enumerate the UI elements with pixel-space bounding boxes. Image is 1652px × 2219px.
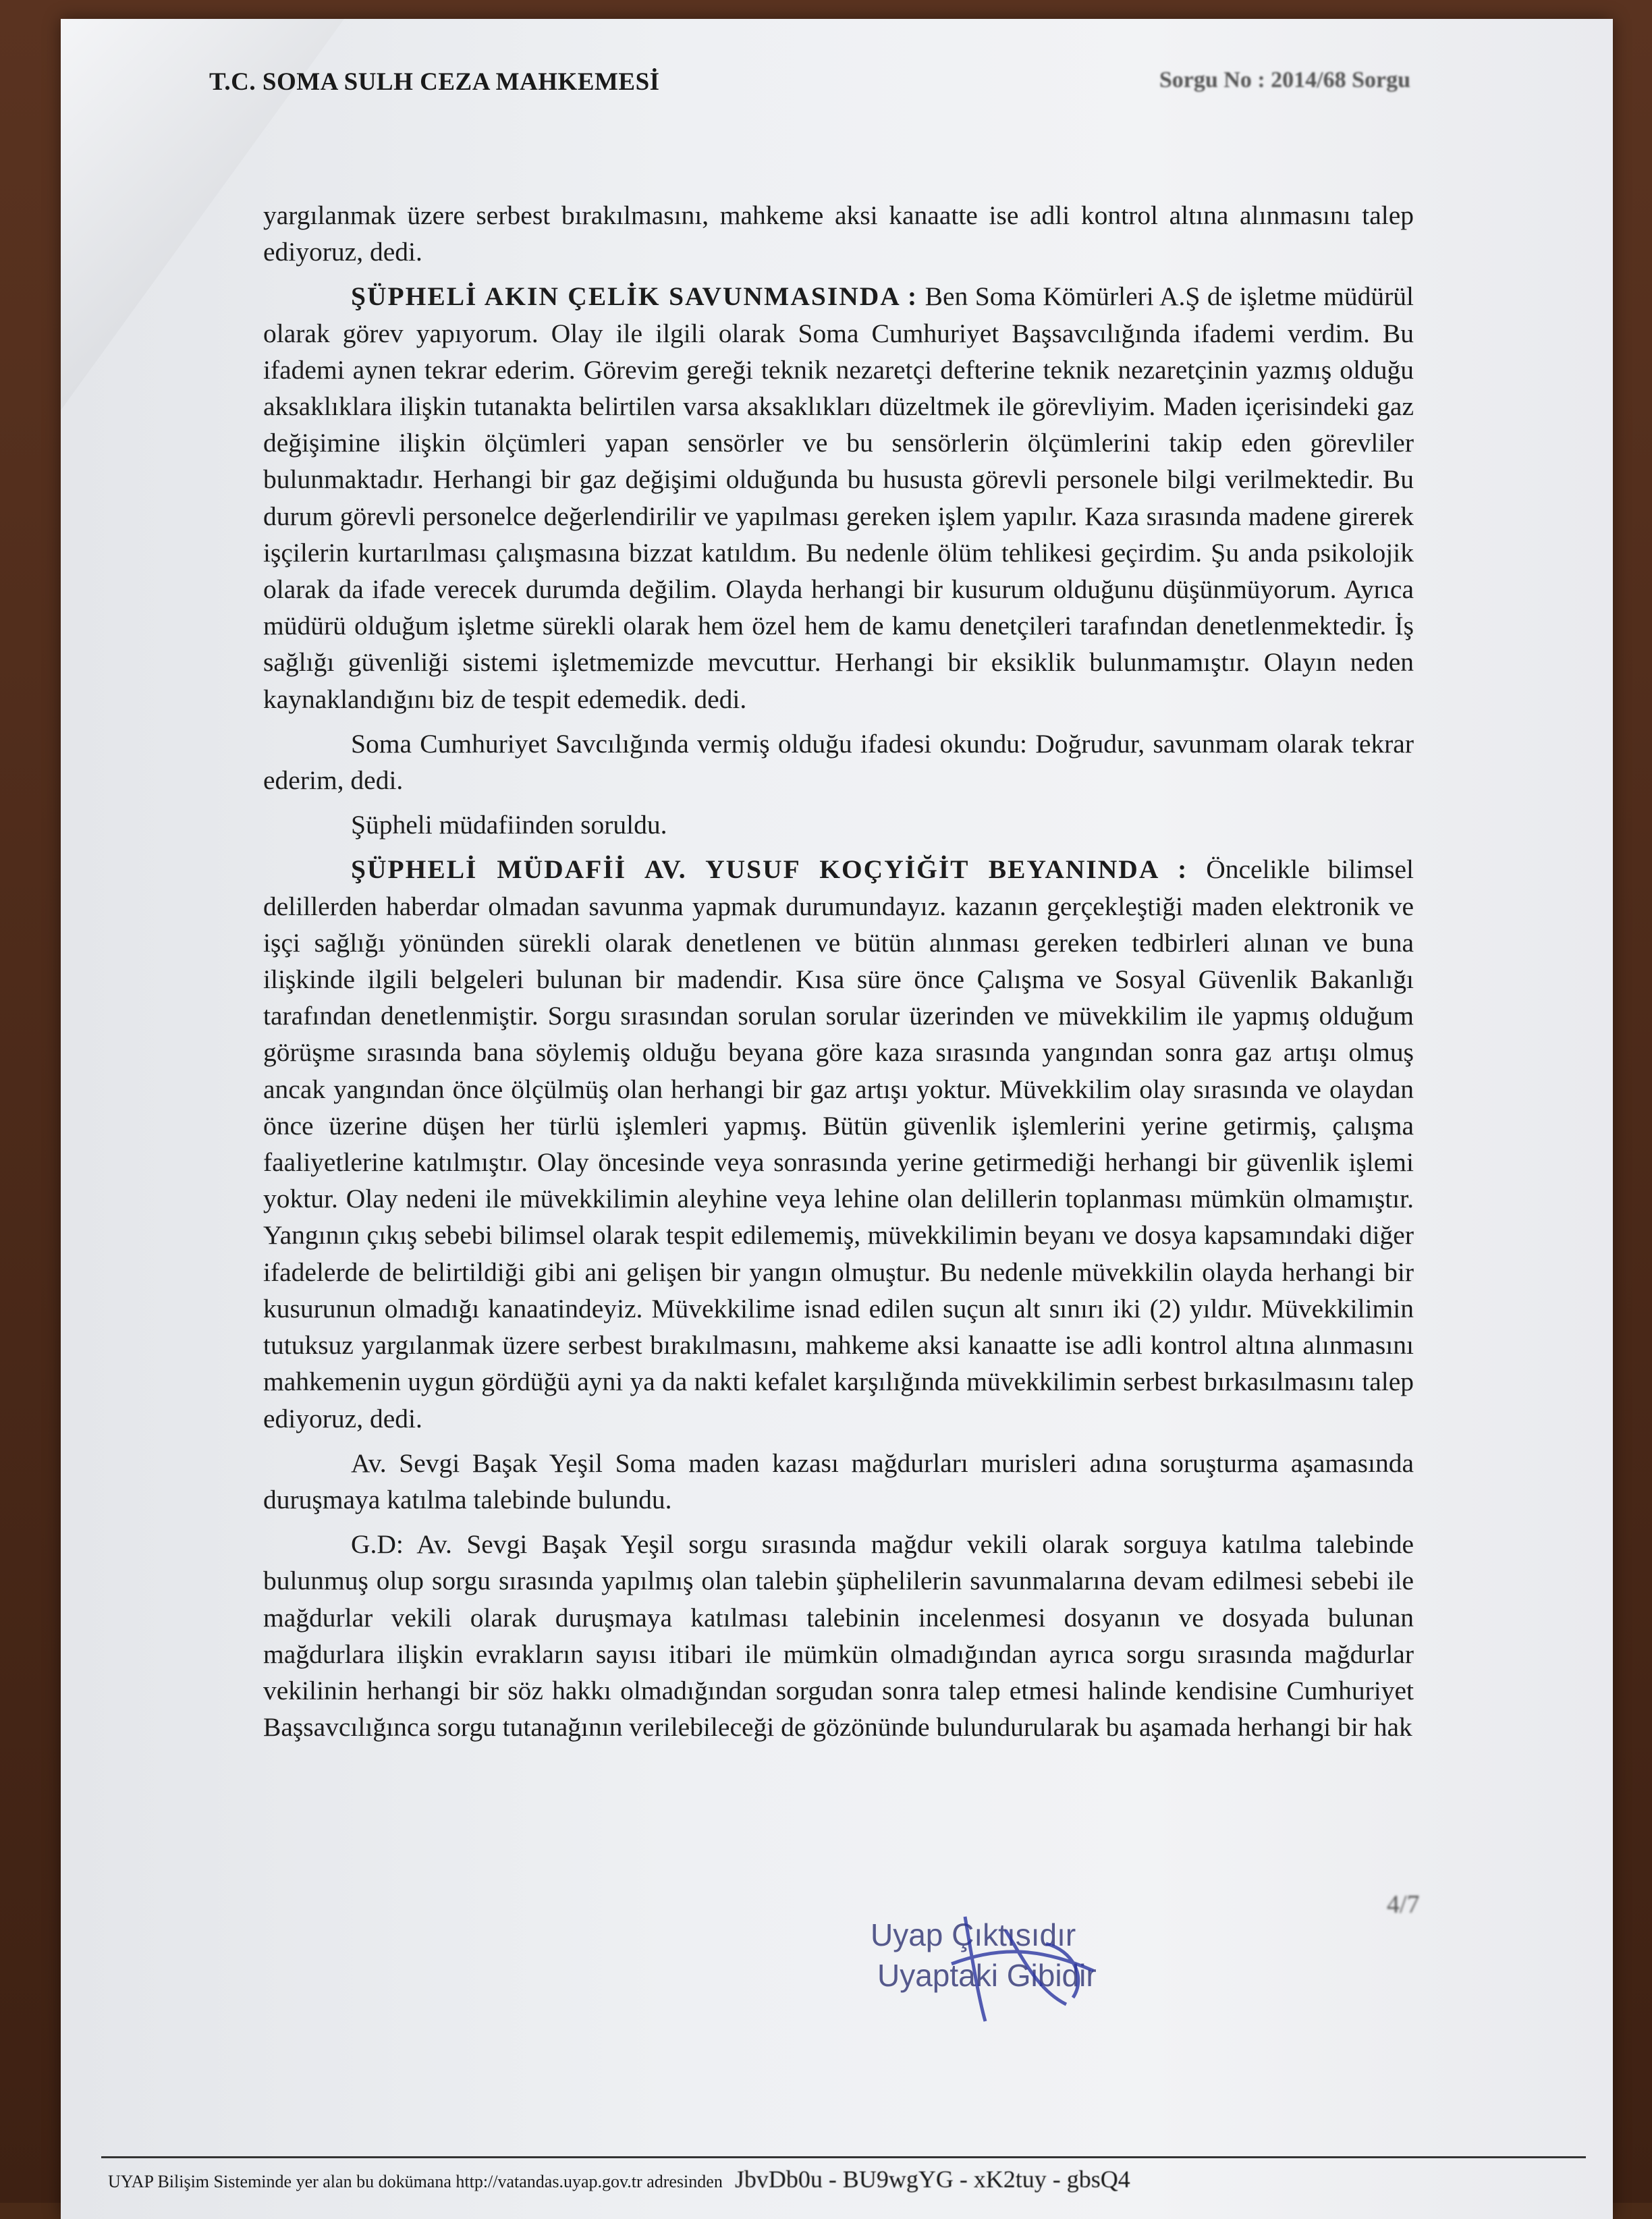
paragraph-lead: ŞÜPHELİ AKIN ÇELİK SAVUNMASINDA : xyxy=(351,281,918,312)
document-header xyxy=(209,67,1410,108)
query-number: Sorgu No : 2014/68 Sorgu xyxy=(1159,67,1410,92)
paragraph-3: Soma Cumhuriyet Savcılığında vermiş olduğu ifadesi okundu: Doğrudur, savunmam olarak tekrar ederim, dedi. xyxy=(263,728,1414,796)
uyap-stamp xyxy=(871,1903,1154,2025)
paragraph-6: Av. Sevgi Başak Yeşil Soma maden kazası mağdurları murisleri adına soruşturma aşamasında duruşmaya katılma talebinde bulundu. xyxy=(263,1448,1414,1514)
document-body xyxy=(263,197,1414,1745)
paragraph-5-defense-statement: ŞÜPHELİ MÜDAFİİ AV. YUSUF KOÇYİĞİT BEYANINDA : Öncelikle bilimsel delillerden haberdar olmadan savunma yapmak durumundayız. kazanın gerçekleştiği maden elektronik ve işçi sağlığı yönünden sürekli olarak denetlenen ve bütün alınması gereken tedbirleri alınan ve buna ilişkinde ilgili belgeleri bulunan bir madendir. Kısa süre önce Çalışma ve Sosyal Güvenlik Bakanlığı tarafından denetlenmiştir. Sorgu sırasından sorulan sorular üzerinden ve müvekkilim ile yapmış olduğum görüşme sırasında bana söylemiş olduğu beyana göre kaza sırasında yangından sonra gaz artışı olmuş ancak yangından önce ölçülmüş olan herhangi bir gaz artışı yoktur. Müvekkilim olay sırasında ve olaydan önce üzerine düşen her türlü işlemleri yapmış. Bütün güvenlik işlemlerini yerine getirmiş, çalışma faaliyetlerine katılmıştır. Olay öncesinde veya sonrasında yerine getirmediği herhangi bir güvenlik işlemi yoktur. Olay nedeni ile müvekkilimin aleyhine veya lehine olan delillerin toplanması mümkün olmamıştır. Yangının çıkış sebebi bilimsel olarak tespit edilememiş, müvekkilimin beyanı ve dosya kapsamındaki diğer ifadelerde de belirtildiği gibi ani gelişen bir yangın olmuştur. Bu nedenle müvekkilin olayda herhangi bir kusurunun olmadığı kanaatindeyiz. Müvekkilime isnad edilen suçun alt sınırı iki (2) yıldır. Müvekkilimin tutuksuz yargılanmak üzere serbest bırakılmasını, mahkeme aksi kanaatte ise adli kontrol altına alınmasını mahkemenin uygun gördüğü ayni ya da nakti kefalet karşılığında müvekkilimin serbest bırkasılmasını talep ediyoruz, dedi. xyxy=(263,854,1414,1433)
footer-notice: UYAP Bilişim Sisteminde yer alan bu dokümana http://vatandas.uyap.gov.tr adresinden xyxy=(108,2172,723,2191)
paragraph-2-suspect-statement: ŞÜPHELİ AKIN ÇELİK SAVUNMASINDA : Ben Soma Kömürleri A.Ş de işletme müdürül olarak görev yapıyorum. Olay ile ilgili olarak Soma Cumhuriyet Başsavcılığında ifademi verdim. Bu ifademi aynen tekrar ederim. Görevim gereği teknik nezaretçi defterine teknik nezaretçinin yazmış olduğu aksaklıklara ilişkin tutanakta belirtilen varsa aksaklıkları düzeltmek ile görevliyim. Maden içerisindeki gaz değişimine ilişkin ölçümleri yapan sensörler ve bu sensörlerin ölçümlerini takip eden görevliler bulunmaktadır. Herhangi bir gaz değişimi olduğunda bu hususta görevli personele bilgi verilmektedir. Bu durum görevli personelce değerlendirilir ve yapılması gereken işlem yapılır. Kaza sırasında madene girerek işçilerin kurtarılması çalışmasına bizzat katıldım. Bu nedenle ölüm tehlikesi geçirdim. Şu anda psikolojik olarak da ifade verecek durumda değilim. Olayda herhangi bir kusurum olduğunu düşünmüyorum. Ayrıca müdürü olduğum işletme sürekli olarak hem özel hem de kamu denetçileri tarafından denetlenmektedir. İş sağlığı güvenliği sistemi işletmemizde mevcuttur. Herhangi bir eksiklik bulunmamıştır. Olayın neden kaynaklandığını biz de tespit edemedik. dedi. xyxy=(263,281,1414,714)
page-number: 4/7 xyxy=(1387,1890,1420,1919)
document-footer xyxy=(108,2165,1620,2193)
paragraph-lead: ŞÜPHELİ MÜDAFİİ AV. YUSUF KOÇYİĞİT BEYANINDA : xyxy=(351,854,1188,885)
paragraph-1: yargılanmak üzere serbest bırakılmasını, mahkeme aksi kanaatte ise adli kontrol altına alınmasını talep ediyoruz, dedi. xyxy=(263,200,1414,267)
verification-code: JbvDb0u - BU9wgYG - xK2tuy - gbsQ4 xyxy=(734,2166,1130,2193)
signature-scribble-icon xyxy=(871,1903,1154,2025)
stamp-line-1: Uyap Çıktısıdır xyxy=(871,1917,1076,1952)
footer-divider xyxy=(101,2156,1586,2158)
court-title: T.C. SOMA SULH CEZA MAHKEMESİ xyxy=(209,68,660,96)
paragraph-7-decision: G.D: Av. Sevgi Başak Yeşil sorgu sırasında mağdur vekili olarak sorguya katılma talebinde bulunmuş olup sorgu sırasında yapılmış olan talebin şüphelilerin savunmalarına devam edilmesi sebebi ile mağdurlar vekili olarak duruşmaya katılması talebinin incelenmesi dosyanın ve dosyada bulunan mağdurlara ilişkin evrakların sayısı itibari ile mümkün olmadığından ayrıca sorgu sırasında mağdurlar vekilinin herhangi bir söz hakkı olmadığından sorgudan sonra talep etmesi halinde kendisine Cumhuriyet Başsavcılığınca sorgu tutanağının verilebileceği de gözönünde bulundurularak bu aşamada herhangi bir hak xyxy=(263,1529,1414,1743)
stamp-line-2: Uyaptaki Gibidir xyxy=(877,1958,1097,1993)
paragraph-4: Şüpheli müdafiinden soruldu. xyxy=(351,810,667,840)
